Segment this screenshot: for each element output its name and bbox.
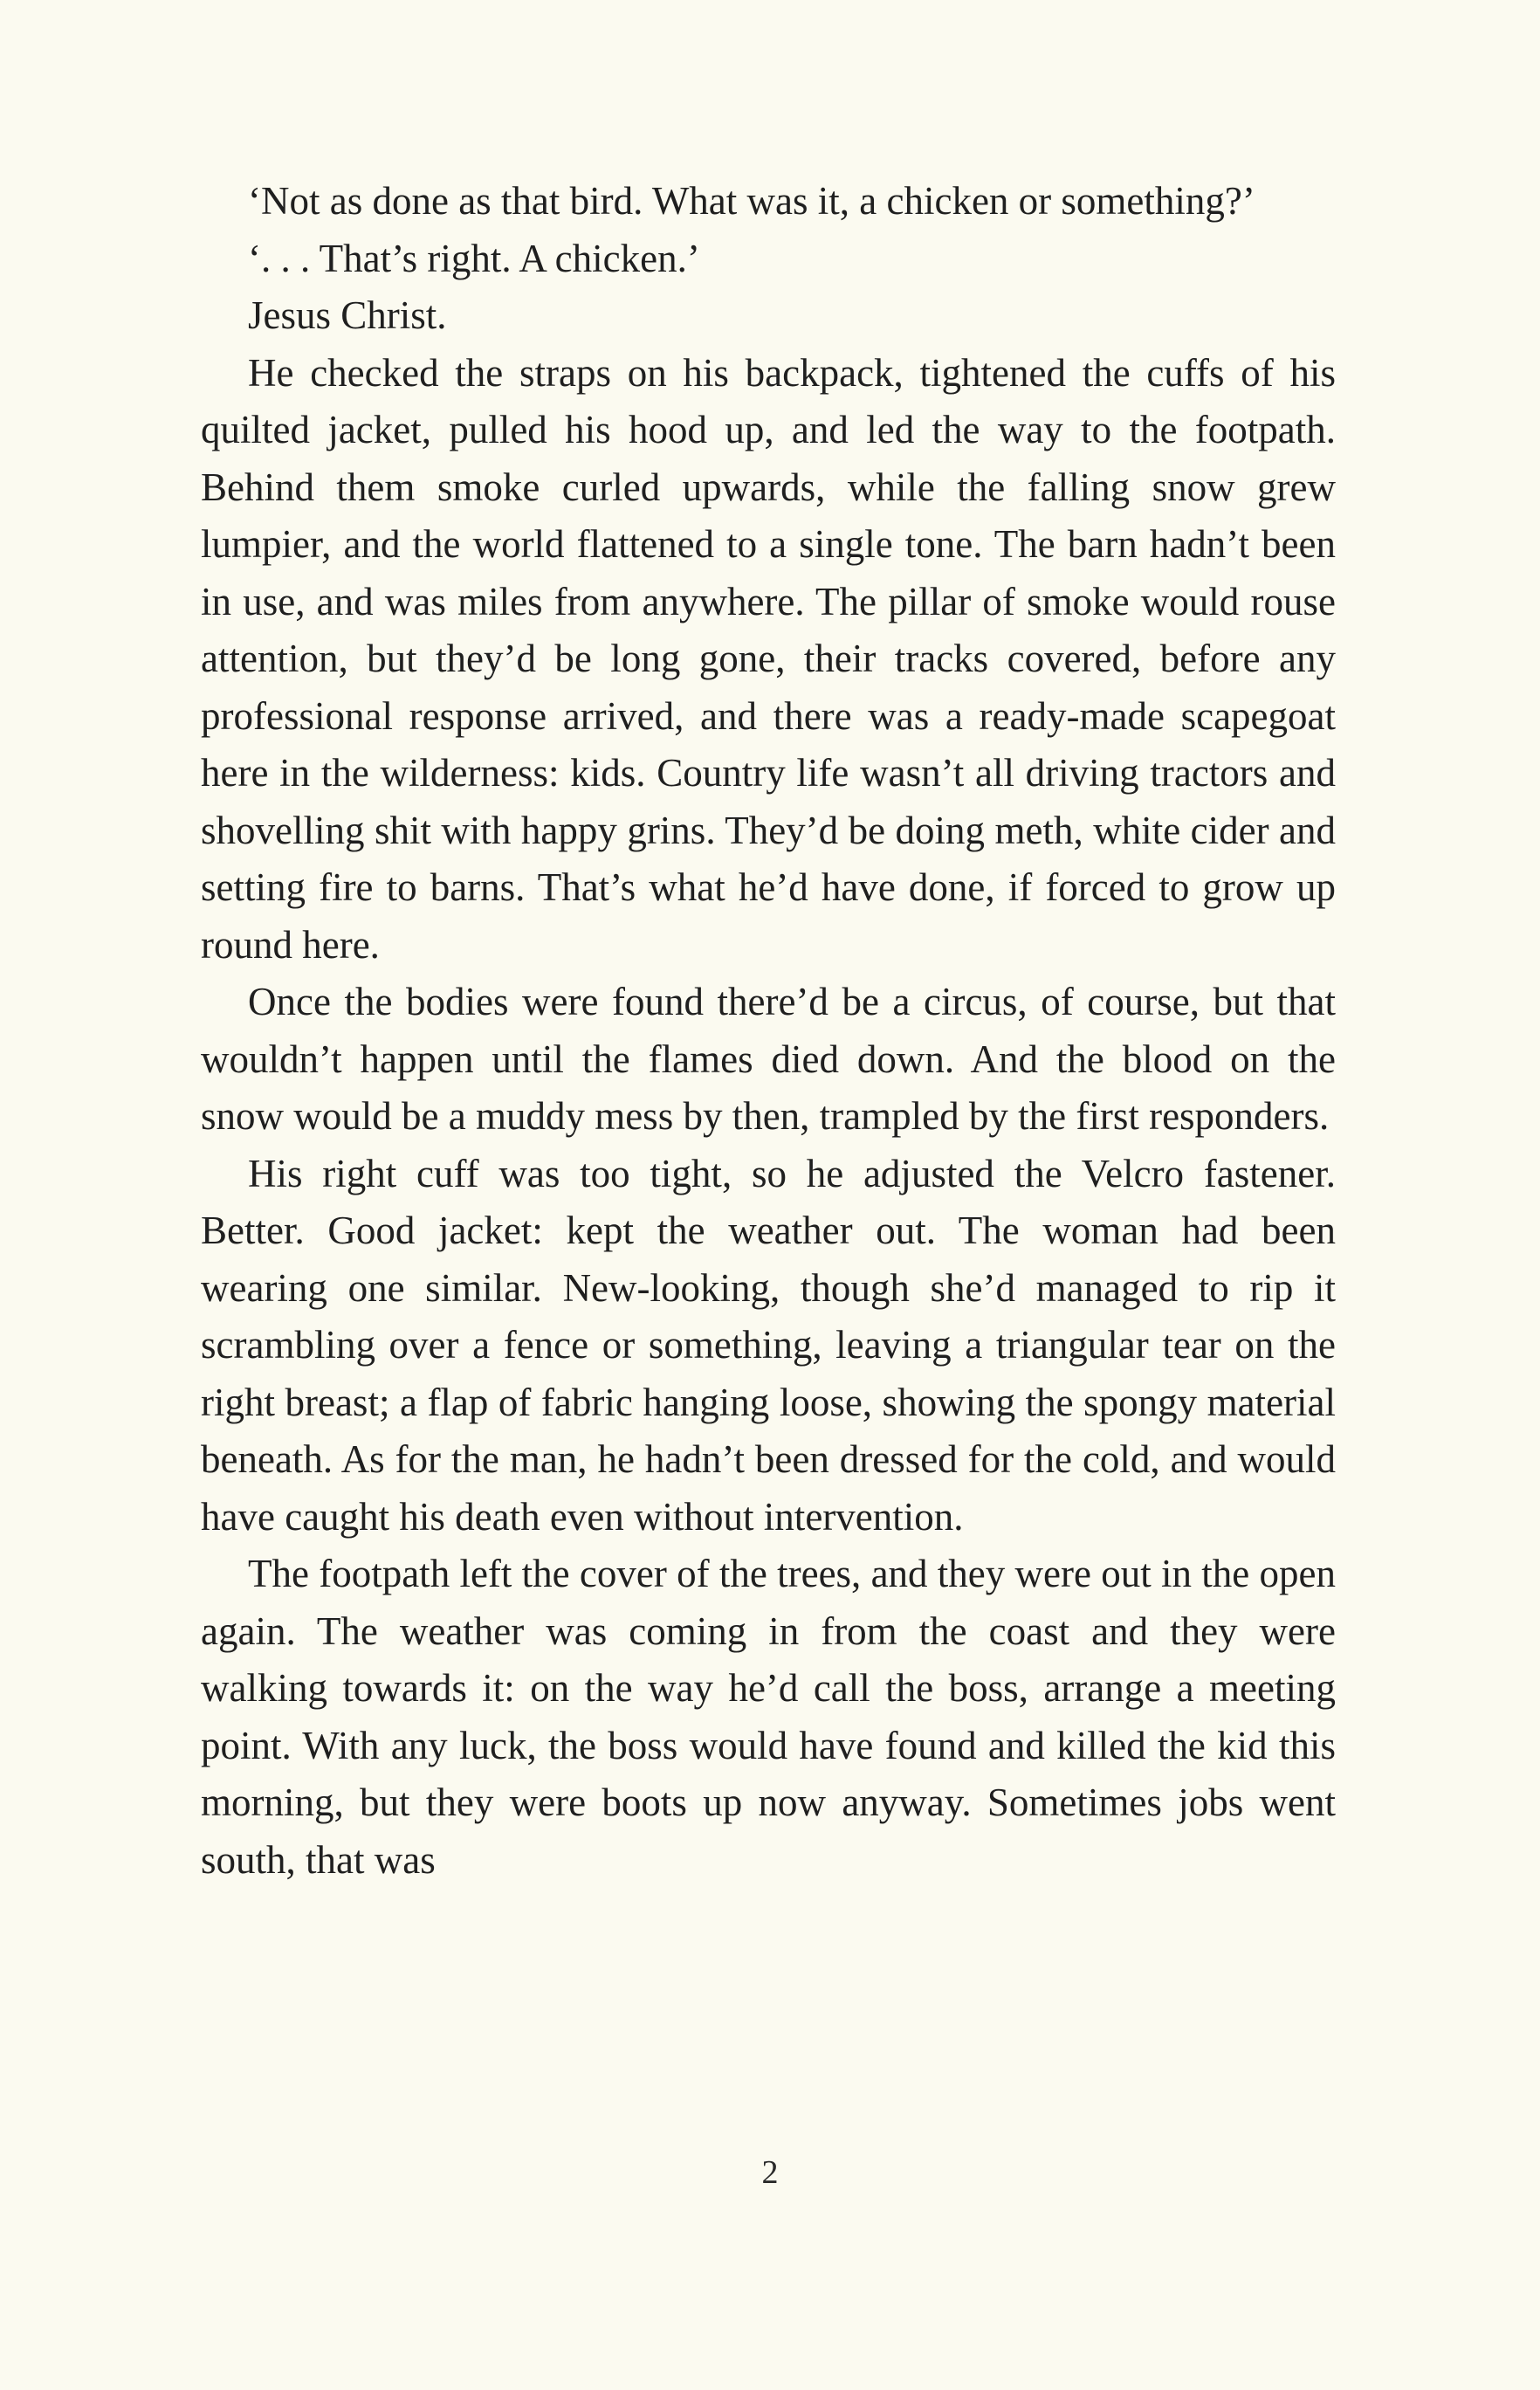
paragraph: Jesus Christ. xyxy=(248,293,447,337)
paragraph: His right cuff was too tight, so he adjusted the Velcro fastener. Better. Good jacket: kept the weather out. The woman had been wearing one similar. New-looking, though she’d managed to rip it scrambling over a fence or something, leaving a triangular tear on the right breast; a flap of fabric hanging loose, showing the spongy material beneath. As for the man, he hadn’t been dressed for the cold, and would have caught his death even without intervention. xyxy=(201,1151,1336,1539)
paragraph: ‘. . . That’s right. A chicken.’ xyxy=(248,236,700,280)
paragraph: Once the bodies were found there’d be a circus, of course, but that wouldn’t happen until the flames died down. And the blood on the snow would be a muddy mess by then, trampled by the first responders. xyxy=(201,980,1336,1138)
paragraph: He checked the straps on his backpack, tightened the cuffs of his quilted jacket, pulled his hood up, and led the way to the footpath. Behind them smoke curled upwards, while the falling snow grew lumpier, and the world flattened to a single tone. The barn hadn’t been in use, and was miles from anywhere. The pillar of smoke would rouse attention, but they’d be long gone, their tracks covered, before any professional response arrived, and there was a ready-made scapegoat here in the wilderness: kids. Country life wasn’t all driving tractors and shovelling shit with happy grins. They’d be doing meth, white cider and setting fire to barns. That’s what he’d have done, if forced to grow up round here. xyxy=(201,350,1336,967)
page-number: 2 xyxy=(761,2154,779,2191)
paragraph: The footpath left the cover of the trees, and they were out in the open again. The weather was coming in from the coast and they were walking towards it: on the way he’d call the boss, arrange a meeting point. With any luck, the boss would have found and killed the kid this morning, but they were boots up now anyway. Sometimes jobs went south, that was xyxy=(201,1552,1336,1882)
paragraph: ‘Not as done as that bird. What was it, a chicken or something?’ xyxy=(248,179,1255,223)
body-text xyxy=(201,173,1336,1889)
